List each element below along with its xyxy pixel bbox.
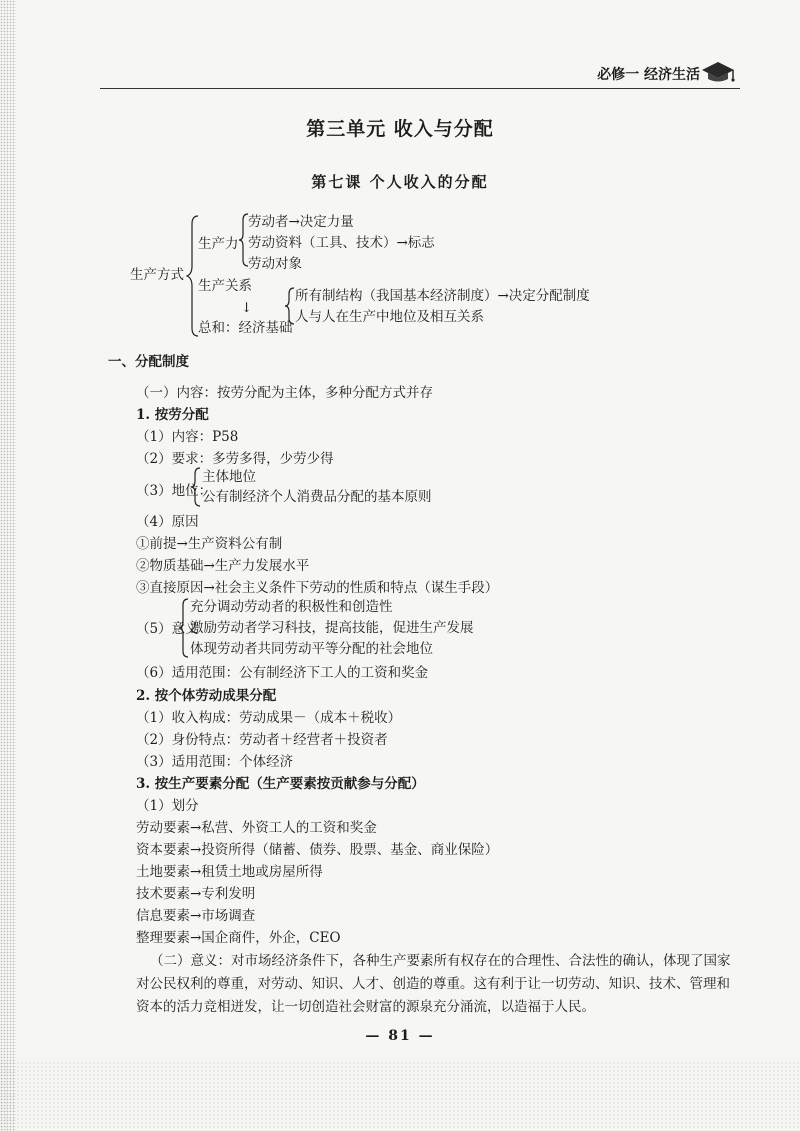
content-line: 1. 按劳分配 [136, 407, 209, 423]
header-rule [100, 88, 740, 89]
page-number: — 81 — [365, 1028, 435, 1044]
status-label: （3）地位： [136, 483, 213, 499]
lesson-title: 第七课 个人收入的分配 [311, 173, 489, 191]
significance-item: 激励劳动者学习科技，提高技能，促进生产发展 [190, 620, 474, 636]
diagram-relations: 生产关系 [198, 278, 252, 294]
header-label: 必修一 经济生活 [597, 67, 700, 83]
content-line: 劳动要素→私营、外资工人的工资和奖金 [136, 820, 377, 836]
status-brace [190, 466, 202, 508]
relations-item: 所有制结构（我国基本经济制度）→决定分配制度 [295, 288, 590, 304]
significance-paragraph: （二）意义：对市场经济条件下，各种生产要素所有权存在的合理性、合法性的确认，体现了国家对公民权利的尊重，对劳动、知识、人才、创造的尊重。这有利于让一切劳动、知识、技术、管理和资本的活力竞相迸发，让一切创造社会财富的源泉充分涌流，以造福于人民。 [136, 953, 731, 1015]
forces-item: 劳动对象 [248, 256, 302, 272]
content-line: ①前提→生产资料公有制 [136, 536, 283, 552]
content-line: （1）内容：P58 [136, 429, 239, 445]
content-line: （1）收入构成：劳动成果－（成本＋税收） [136, 710, 402, 726]
content-line: （1）划分 [136, 798, 199, 814]
diagram-sum: 总和：经济基础 [198, 320, 293, 336]
content-line: ③直接原因→社会主义条件下劳动的性质和特点（谋生手段） [136, 580, 499, 596]
significance-brace [178, 597, 190, 659]
content-line: 2. 按个体劳动成果分配 [136, 688, 277, 704]
content-line: （4）原因 [136, 514, 199, 530]
content-line: 技术要素→专利发明 [136, 886, 256, 902]
content-line: （一）内容：按劳分配为主体，多种分配方式并存 [136, 385, 433, 401]
graduation-cap-icon [700, 58, 736, 84]
content-line: 3. 按生产要素分配（生产要素按贡献参与分配） [136, 776, 425, 792]
section-heading: 一、分配制度 [108, 354, 189, 370]
content-line: 整理要素→国企商件，外企，CEO [136, 930, 341, 946]
forces-item: 劳动者→决定力量 [248, 214, 354, 230]
diagram-root: 生产方式 [130, 267, 184, 283]
content-line: （2）身份特点：劳动者＋经营者＋投资者 [136, 732, 388, 748]
content-line: ②物质基础→生产力发展水平 [136, 558, 310, 574]
significance-label: （5）意义 [136, 621, 199, 637]
scan-edge-noise [0, 0, 16, 1131]
content-line: （3）适用范围：个体经济 [136, 754, 294, 770]
status-item: 主体地位 [202, 469, 256, 485]
forces-item: 劳动资料（工具、技术）→标志 [248, 235, 435, 251]
content-line: （2）要求：多劳多得，少劳少得 [136, 451, 334, 467]
unit-title: 第三单元 收入与分配 [306, 118, 494, 140]
content-line: 资本要素→投资所得（储蓄、债券、股票、基金、商业保险） [136, 842, 499, 858]
significance-item: 充分调动劳动者的积极性和创造性 [190, 599, 393, 615]
content-line: 信息要素→市场调查 [136, 908, 256, 924]
content-line: （6）适用范围：公有制经济下工人的工资和奖金 [136, 665, 429, 681]
content-line: 土地要素→租赁土地或房屋所得 [136, 864, 323, 880]
significance-item: 体现劳动者共同劳动平等分配的社会地位 [190, 641, 433, 657]
status-item: 公有制经济个人消费品分配的基本原则 [202, 489, 432, 505]
diagram-down-arrow: ↓ [241, 300, 253, 316]
relations-item: 人与人在生产中地位及相互关系 [295, 309, 484, 325]
scan-bottom-noise [0, 1061, 800, 1131]
diagram-productive-forces: 生产力 [198, 236, 239, 252]
